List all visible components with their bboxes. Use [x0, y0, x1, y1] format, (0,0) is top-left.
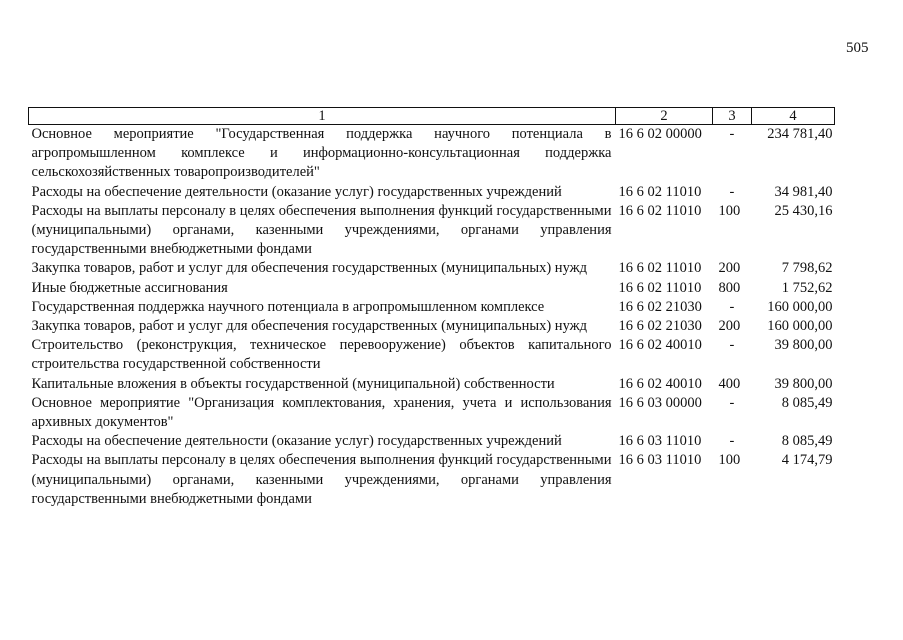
table-row [29, 394, 835, 432]
cell-type: 200 [718, 318, 741, 335]
cell-name: Государственная поддержка научного потенциала в агропромышленном комплексе [31, 298, 545, 315]
cell-sum: 39 800,00 [774, 375, 833, 392]
cell-sum: 25 430,16 [774, 202, 833, 219]
cell-name: Расходы на выплаты персоналу в целях обеспечения выполнения функций государственными (муниципальными) органами, казенными учреждениями, органами управления государственными внебюджетными фондами [31, 202, 612, 258]
cell-sum: 7 798,62 [781, 260, 833, 277]
table-row [29, 451, 835, 509]
cell-name: Расходы на обеспечение деятельности (оказание услуг) государственных учреждений [31, 433, 562, 450]
cell-type: 400 [718, 375, 741, 392]
cell-type: 100 [718, 452, 741, 469]
cell-code: 16 6 02 00000 [618, 126, 702, 142]
cell-code: 16 6 02 40010 [618, 337, 702, 354]
cell-type: - [729, 394, 735, 411]
cell-sum: 34 981,40 [774, 183, 833, 200]
cell-code: 16 6 03 11010 [618, 433, 702, 450]
cell-code: 16 6 02 11010 [618, 279, 702, 296]
cell-type: 200 [718, 260, 741, 277]
table-row [29, 298, 835, 317]
cell-name: Расходы на выплаты персоналу в целях обеспечения выполнения функций государственными (муниципальными) органами, казенными учреждениями, органами управления государственными внебюджетными фондами [31, 452, 612, 507]
cell-name: Закупка товаров, работ и услуг для обеспечения государственных (муниципальных) нужд [31, 318, 588, 335]
table-row [29, 317, 835, 336]
table-body [29, 125, 835, 510]
cell-name: Расходы на обеспечение деятельности (оказание услуг) государственных учреждений [31, 183, 562, 200]
cell-sum: 39 800,00 [774, 337, 833, 354]
table-row [29, 202, 835, 260]
table-row [29, 125, 835, 183]
cell-code: 16 6 02 11010 [618, 260, 702, 277]
cell-type: - [729, 337, 735, 354]
cell-code: 16 6 03 11010 [618, 452, 702, 469]
cell-name: Закупка товаров, работ и услуг для обеспечения государственных (муниципальных) нужд [31, 260, 588, 277]
table-row [29, 183, 835, 202]
table-row [29, 259, 835, 278]
cell-name: Иные бюджетные ассигнования [31, 279, 228, 296]
table-row [29, 279, 835, 298]
cell-code: 16 6 02 21030 [618, 318, 702, 335]
cell-code: 16 6 02 21030 [618, 298, 702, 315]
cell-sum: 234 781,40 [767, 126, 833, 142]
cell-name: Основное мероприятие "Организация комплектования, хранения, учета и использования архивных документов" [31, 394, 612, 431]
cell-sum: 160 000,00 [767, 318, 833, 335]
budget-table [28, 107, 835, 509]
cell-sum: 160 000,00 [767, 298, 833, 315]
header-col-code: 2 [616, 108, 713, 125]
cell-type: - [729, 183, 735, 200]
cell-type: - [729, 433, 735, 450]
cell-name: Строительство (реконструкция, техническое перевооружение) объектов капитального строительства государственной собственности [31, 337, 612, 373]
cell-name: Капитальные вложения в объекты государственной (муниципальной) собственности [31, 375, 555, 392]
table-row [29, 432, 835, 451]
cell-sum: 4 174,79 [781, 452, 833, 469]
cell-type: 800 [718, 279, 741, 296]
cell-code: 16 6 02 11010 [618, 183, 702, 200]
header-col-type: 3 [713, 108, 752, 125]
table-header-row [29, 108, 835, 125]
cell-code: 16 6 02 11010 [618, 202, 702, 219]
cell-code: 16 6 02 40010 [618, 375, 702, 392]
cell-type: 100 [718, 202, 741, 219]
header-col-sum: 4 [752, 108, 835, 125]
page-number: 505 [846, 40, 869, 56]
cell-sum: 1 752,62 [781, 279, 833, 296]
cell-type: - [729, 298, 735, 315]
cell-code: 16 6 03 00000 [618, 394, 702, 411]
header-col-name: 1 [29, 108, 616, 125]
cell-type: - [729, 126, 735, 142]
table-row [29, 336, 835, 374]
cell-sum: 8 085,49 [781, 394, 833, 411]
cell-name: Основное мероприятие "Государственная поддержка научного потенциала в агропромышленном комплексе и информационно-консультационная поддержка сельскохозяйственных товаропроизводителей" [31, 126, 612, 181]
table-row [29, 375, 835, 394]
cell-sum: 8 085,49 [781, 433, 833, 450]
